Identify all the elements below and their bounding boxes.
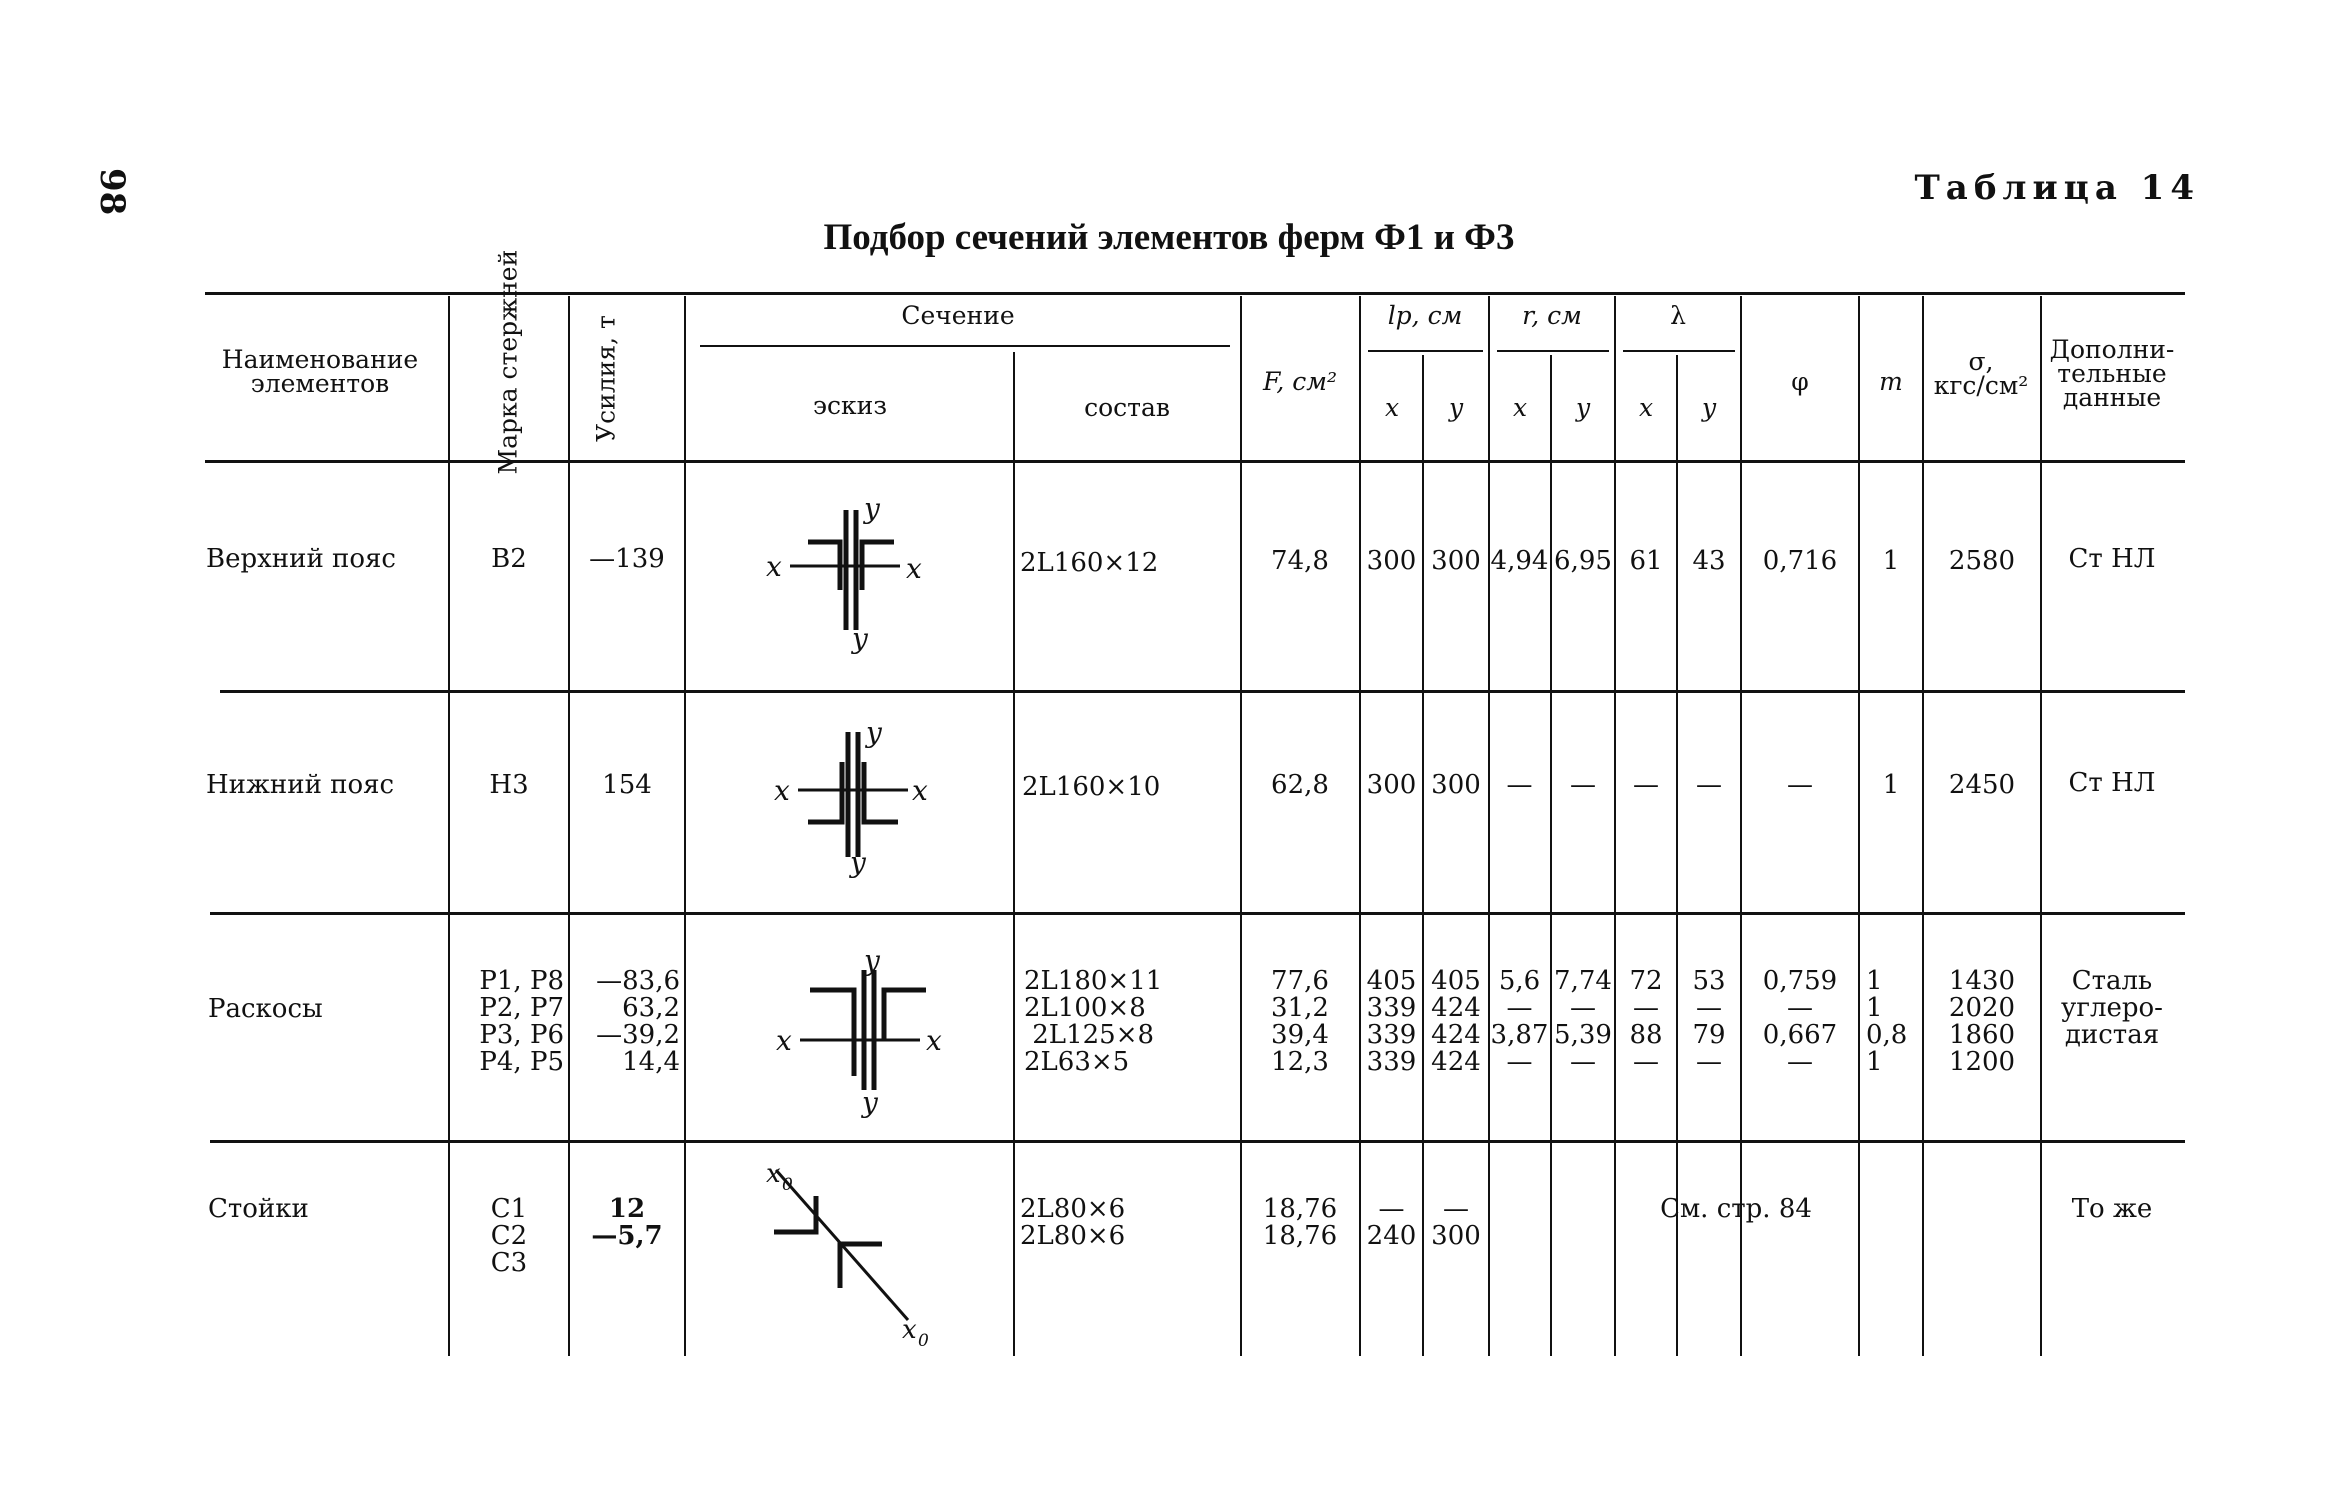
header-composition: состав <box>1084 393 1170 422</box>
header-r-x: x <box>1512 393 1528 422</box>
row4-area: 18,76 18,76 <box>1262 1194 1338 1251</box>
col-rule <box>684 296 686 1356</box>
row3-mark: Р1, Р8 Р2, Р7 Р3, Р6 Р4, Р5 <box>479 966 564 1077</box>
section-subrule <box>700 345 1230 347</box>
r-subrule <box>1497 350 1609 352</box>
header-force: Усилия, т <box>591 315 621 442</box>
header-mark: Марка стержней <box>493 249 523 475</box>
row3-lambda-y: 53 — 79 — <box>1692 966 1726 1077</box>
row3-name: Раскосы <box>208 994 323 1024</box>
sketch-axis-label: y <box>864 492 880 525</box>
row2-composition: 2L160×10 <box>1022 772 1161 802</box>
row1-force: —139 <box>589 544 665 574</box>
row-divider <box>210 1140 2185 1143</box>
sketch-axis-label: y <box>864 944 880 977</box>
sketch-lower-chord <box>772 712 942 882</box>
header-area: F, см² <box>1262 367 1338 396</box>
header-m: m <box>1879 367 1903 396</box>
table-label: Таблица 14 <box>1914 168 2200 208</box>
row1-r-y: 6,95 <box>1554 546 1612 576</box>
row1-mark: В2 <box>491 544 527 574</box>
col-rule <box>1922 296 1924 1356</box>
header-extra: Дополни- тельные данные <box>2049 335 2175 412</box>
row1-lp-y: 300 <box>1431 546 1481 576</box>
row4-lp-x: — 240 <box>1366 1194 1417 1251</box>
row4-mark: С1 С2 С3 <box>490 1194 528 1278</box>
sketch-diagonals <box>770 940 960 1120</box>
sketch-axis-label: y <box>866 716 882 749</box>
row2-force: 154 <box>602 770 652 800</box>
row2-sigma: 2450 <box>1948 770 2016 800</box>
row4-lp-y: — 300 <box>1431 1194 1481 1251</box>
row3-extra: Сталь углеро- дистая <box>2061 966 2163 1050</box>
row2-lambda-y: — <box>1696 770 1722 800</box>
header-phi: φ <box>1791 367 1809 396</box>
sketch-axis-label: x <box>926 1024 942 1057</box>
row3-lp-x: 405 339 339 339 <box>1366 966 1417 1077</box>
col-rule <box>1488 296 1490 1356</box>
row2-name: Нижний пояс <box>206 770 395 800</box>
sketch-axis-label: y <box>862 1086 878 1119</box>
row2-lp-y: 300 <box>1431 770 1481 800</box>
row4-name: Стойки <box>208 1194 309 1224</box>
header-lp-x: x <box>1384 393 1400 422</box>
row3-force: —83,6 63,2 —39,2 14,4 <box>596 966 680 1077</box>
row2-area: 62,8 <box>1271 770 1329 800</box>
header-sigma: σ, кгс/см² <box>1933 347 2029 400</box>
row-divider <box>220 690 2185 693</box>
row2-phi: — <box>1787 770 1813 800</box>
row1-name: Верхний пояс <box>206 544 396 574</box>
row3-lambda-x: 72 — 88 — <box>1629 966 1663 1077</box>
row1-sigma: 2580 <box>1948 546 2016 576</box>
row3-area: 77,6 31,2 39,4 12,3 <box>1271 966 1329 1077</box>
sketch-axis-label: y <box>852 622 868 655</box>
sketch-axis-label: x <box>902 1315 917 1345</box>
row1-m: 1 <box>1882 546 1900 576</box>
header-lambda-x: x <box>1638 393 1654 422</box>
row1-phi: 0,716 <box>1762 546 1838 576</box>
row3-r-y: 7,74 — 5,39 — <box>1554 966 1612 1077</box>
row4-composition: 2L80×6 2L80×6 <box>1020 1194 1126 1251</box>
col-rule <box>1013 352 1015 1356</box>
sketch-axis-label: 0 <box>782 1175 793 1195</box>
header-name: Наименование элементов <box>221 345 419 398</box>
header-sketch: эскиз <box>813 391 887 420</box>
row1-lambda-y: 43 <box>1692 546 1726 576</box>
sketch-axis-label: x <box>906 552 922 585</box>
sketch-axis-label: 0 <box>918 1331 929 1351</box>
sketch-axis-label: y <box>850 846 866 879</box>
row2-lambda-x: — <box>1633 770 1659 800</box>
sketch-upper-chord <box>760 490 940 660</box>
row1-r-x: 4,94 <box>1490 546 1549 576</box>
row1-extra: Ст НЛ <box>2068 544 2156 574</box>
page-number: 98 <box>92 168 132 216</box>
sketch-axis-label: x <box>776 1024 792 1057</box>
header-lambda-y: y <box>1701 393 1717 422</box>
header-lambda: λ <box>1670 301 1686 330</box>
row-divider <box>210 912 2185 915</box>
row3-m: 1 1 0,8 1 <box>1866 966 1908 1077</box>
lambda-subrule <box>1623 350 1735 352</box>
row1-area: 74,8 <box>1271 546 1329 576</box>
row2-r-y: — <box>1570 770 1596 800</box>
row4-see-page: См. стр. 84 <box>1660 1194 1812 1224</box>
row2-extra: Ст НЛ <box>2068 768 2156 798</box>
row2-mark: Н3 <box>489 770 529 800</box>
header-r-y: y <box>1575 393 1591 422</box>
row1-composition: 2L160×12 <box>1020 548 1159 578</box>
row2-lp-x: 300 <box>1366 770 1417 800</box>
row2-r-x: — <box>1506 770 1533 800</box>
sketch-axis-label: x <box>774 774 790 807</box>
row2-m: 1 <box>1882 770 1900 800</box>
row3-lp-y: 405 424 424 424 <box>1431 966 1481 1077</box>
col-rule <box>1858 296 1860 1356</box>
header-lp: lр, см <box>1387 301 1463 330</box>
row1-lambda-x: 61 <box>1629 546 1663 576</box>
lp-subrule <box>1368 350 1483 352</box>
header-lp-y: y <box>1448 393 1464 422</box>
row3-sigma: 1430 2020 1860 1200 <box>1948 966 2016 1077</box>
row3-composition: 2L180×11 2L100×8 2L125×8 2L63×5 <box>1024 966 1163 1077</box>
row1-lp-x: 300 <box>1366 546 1417 576</box>
row3-r-x: 5,6 — 3,87 — <box>1490 966 1549 1077</box>
sketch-axis-label: x <box>912 774 928 807</box>
table-title: Подбор сечений элементов ферм Ф1 и Ф3 <box>823 217 1515 258</box>
row3-phi: 0,759 — 0,667 — <box>1762 966 1838 1077</box>
col-rule <box>1550 355 1552 1356</box>
sketch-posts <box>756 1160 946 1350</box>
row4-extra: То же <box>2071 1194 2153 1224</box>
header-r: r, см <box>1522 301 1582 330</box>
sketch-axis-label: x <box>766 550 782 583</box>
header-section: Сечение <box>901 301 1015 330</box>
row4-force: 12 —5,7 <box>591 1194 663 1251</box>
sketch-axis-label: x <box>766 1159 781 1189</box>
